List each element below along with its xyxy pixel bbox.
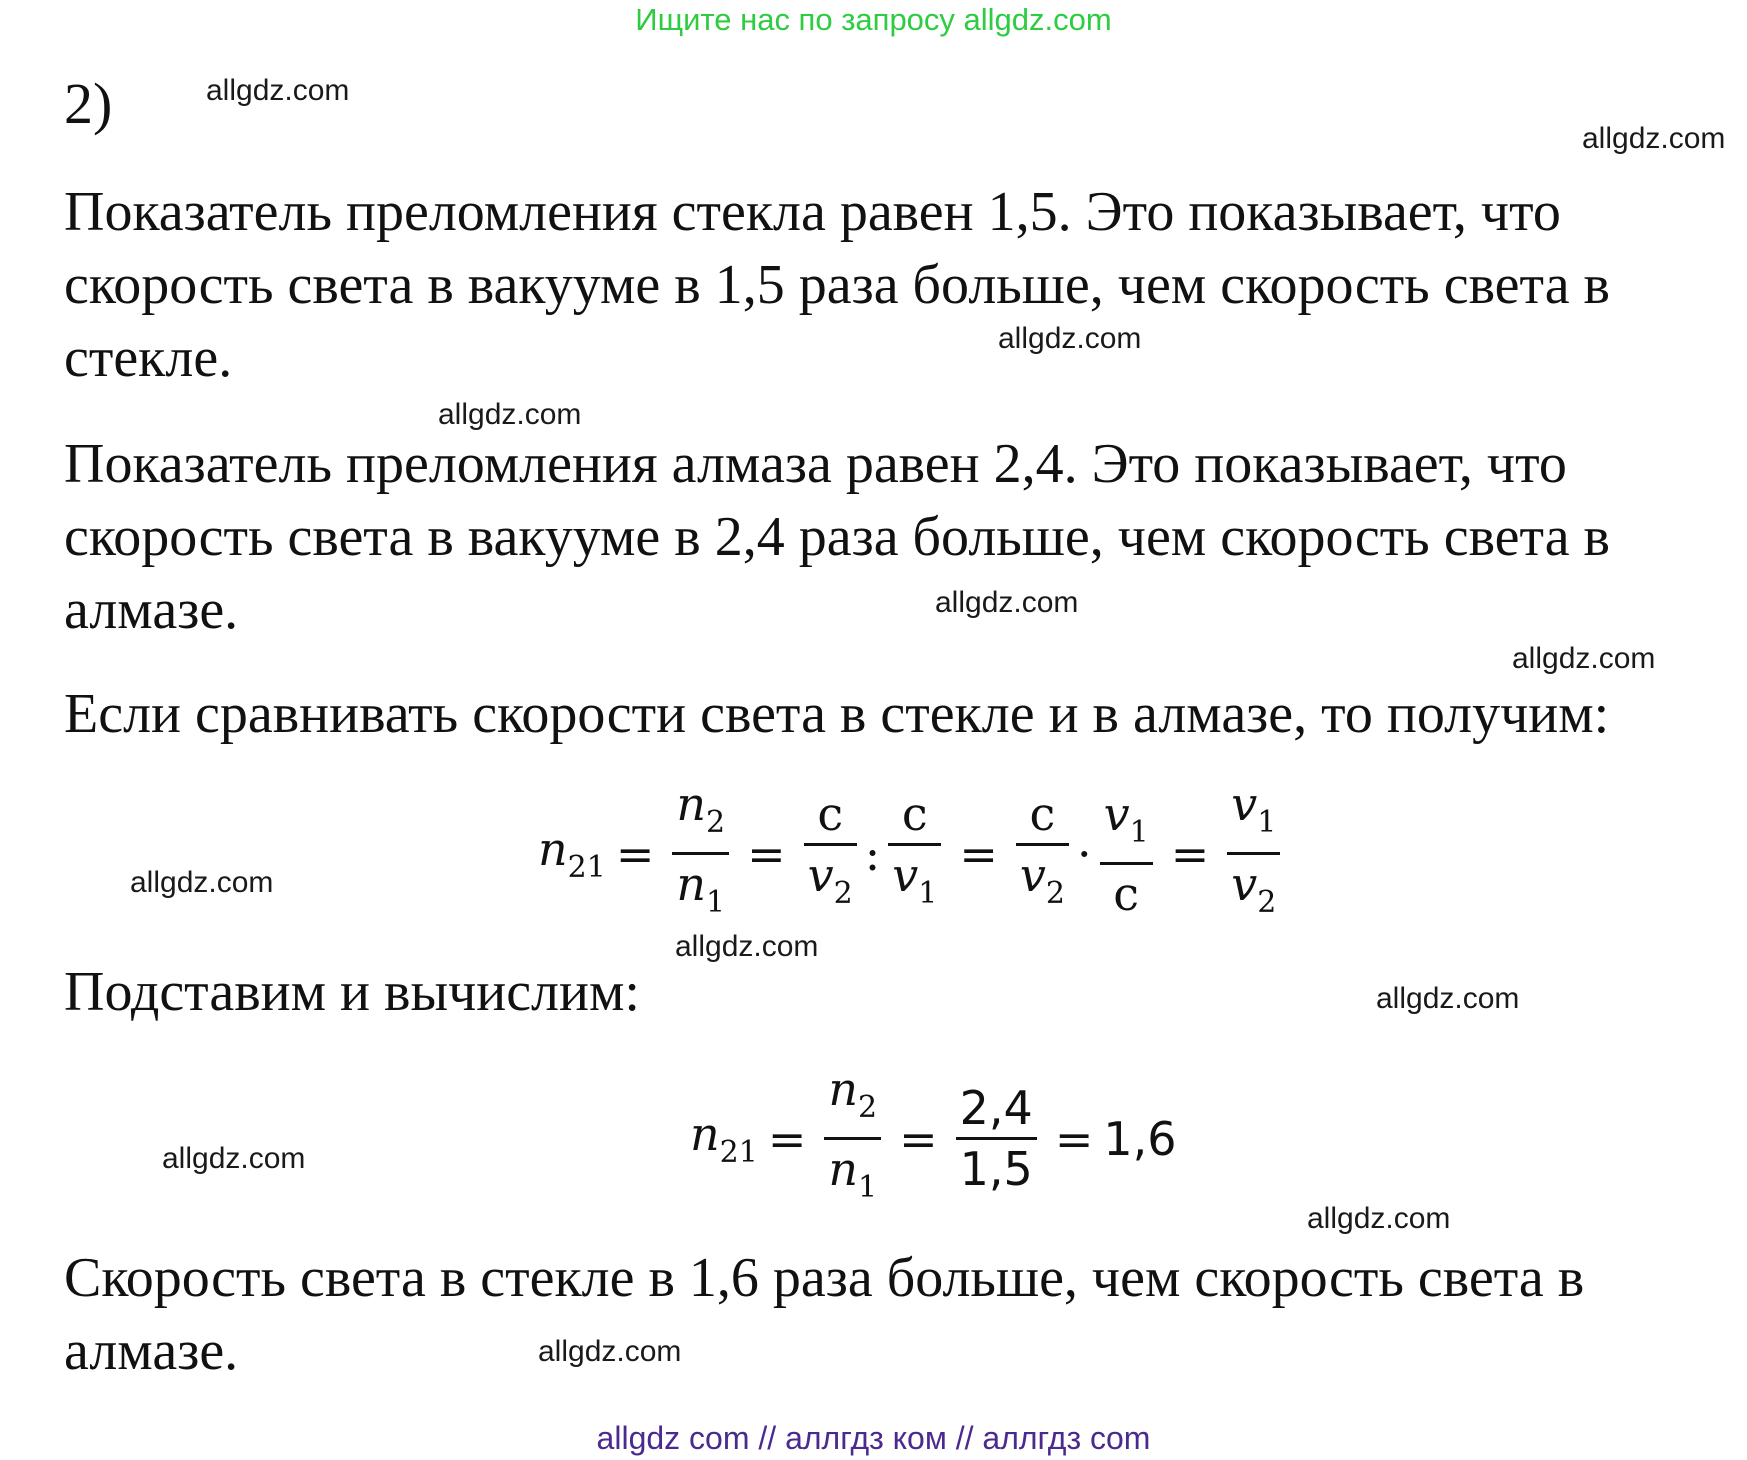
numerator: c bbox=[1029, 786, 1056, 841]
numerator: 2,4 bbox=[959, 1081, 1033, 1135]
formula-term: $n_{21}$ bbox=[538, 822, 606, 885]
numerator: c bbox=[901, 786, 928, 841]
equals-sign: = bbox=[615, 826, 655, 881]
paragraph-conclusion bbox=[64, 1242, 1704, 1388]
watermark: allgdz.com bbox=[1512, 642, 1656, 675]
equals-sign: = bbox=[1054, 1111, 1094, 1166]
dot-sign: · bbox=[1076, 826, 1092, 881]
numerator: $v_1$ bbox=[1231, 777, 1277, 840]
denominator: 1,5 bbox=[959, 1142, 1033, 1196]
paragraph-line: алмазе. bbox=[64, 1320, 239, 1382]
fraction-c-v2 bbox=[1016, 785, 1069, 923]
paragraph-glass bbox=[64, 176, 1704, 395]
numerator: $n_2$ bbox=[676, 777, 726, 840]
paragraph-line: алмазе. bbox=[64, 579, 239, 641]
watermark: allgdz.com bbox=[206, 74, 350, 107]
paragraph-line: Показатель преломления стекла равен 1,5. Это показывает, что bbox=[64, 181, 1561, 243]
denominator: $v_2$ bbox=[1019, 847, 1065, 911]
paragraph-line: Скорость света в стекле в 1,6 раза больше, чем скорость света в bbox=[64, 1247, 1585, 1309]
paragraph-compare bbox=[64, 678, 1704, 751]
paragraph-line: Подставим и вычислим: bbox=[64, 961, 640, 1023]
equals-sign: = bbox=[747, 826, 786, 881]
watermark: allgdz.com bbox=[162, 1142, 306, 1175]
top-banner: Ищите нас по запросу allgdz.com bbox=[635, 2, 1112, 37]
fraction-v1-c bbox=[1100, 785, 1153, 923]
paragraph-line: скорость света в вакууме в 1,5 раза больше, чем скорость света в bbox=[64, 254, 1610, 316]
watermark: allgdz.com bbox=[675, 930, 819, 963]
equals-sign: = bbox=[959, 826, 998, 881]
watermark: allgdz.com bbox=[130, 866, 274, 899]
denominator: $v_2$ bbox=[1231, 857, 1277, 920]
numerator: $v_1$ bbox=[1103, 786, 1149, 850]
fraction-values bbox=[956, 1079, 1037, 1198]
formula-term: $n_{21}$ bbox=[690, 1107, 758, 1170]
denominator: $v_2$ bbox=[807, 847, 853, 911]
paragraph-diamond bbox=[64, 428, 1704, 647]
watermark: allgdz.com bbox=[998, 322, 1142, 355]
paragraph-line: Показатель преломления алмаза равен 2,4. Это показывает, что bbox=[64, 433, 1567, 495]
watermark: allgdz.com bbox=[538, 1335, 682, 1368]
equals-sign: = bbox=[767, 1111, 807, 1166]
item-label: 2) bbox=[64, 71, 113, 136]
watermark: allgdz.com bbox=[1307, 1202, 1451, 1235]
denominator: $v_1$ bbox=[892, 847, 938, 911]
numerator: $n_2$ bbox=[828, 1062, 878, 1125]
denominator: $n_1$ bbox=[828, 1142, 878, 1205]
paragraph-line: Если сравнивать скорости света в стекле и в алмазе, то получим: bbox=[64, 683, 1610, 745]
fraction-c-v1 bbox=[888, 785, 941, 923]
denominator: $n_1$ bbox=[676, 857, 726, 920]
watermark: allgdz.com bbox=[438, 398, 582, 431]
watermark: allgdz.com bbox=[1582, 122, 1726, 155]
fraction-c-v2 bbox=[804, 785, 857, 923]
fraction-n2-n1 bbox=[824, 1060, 881, 1217]
paragraph-line: стекле. bbox=[64, 327, 233, 389]
result-value: 1,6 bbox=[1103, 1111, 1177, 1166]
denominator: c bbox=[1113, 866, 1140, 921]
equals-sign: = bbox=[1170, 826, 1210, 881]
fraction-n2-n1 bbox=[672, 775, 729, 932]
paragraph-line: скорость света в вакууме в 2,4 раза больше, чем скорость света в bbox=[64, 506, 1610, 568]
numerator: c bbox=[817, 786, 844, 841]
watermark: allgdz.com bbox=[1376, 982, 1520, 1015]
colon-sign: : bbox=[864, 826, 881, 881]
formula-calculation bbox=[690, 1060, 1177, 1217]
equals-sign: = bbox=[899, 1111, 938, 1166]
fraction-v1-v2 bbox=[1227, 775, 1280, 932]
footer-links: allgdz com // аллгдз ком // аллгдз com bbox=[596, 1420, 1151, 1456]
formula-general bbox=[538, 775, 1288, 932]
watermark: allgdz.com bbox=[935, 586, 1079, 619]
